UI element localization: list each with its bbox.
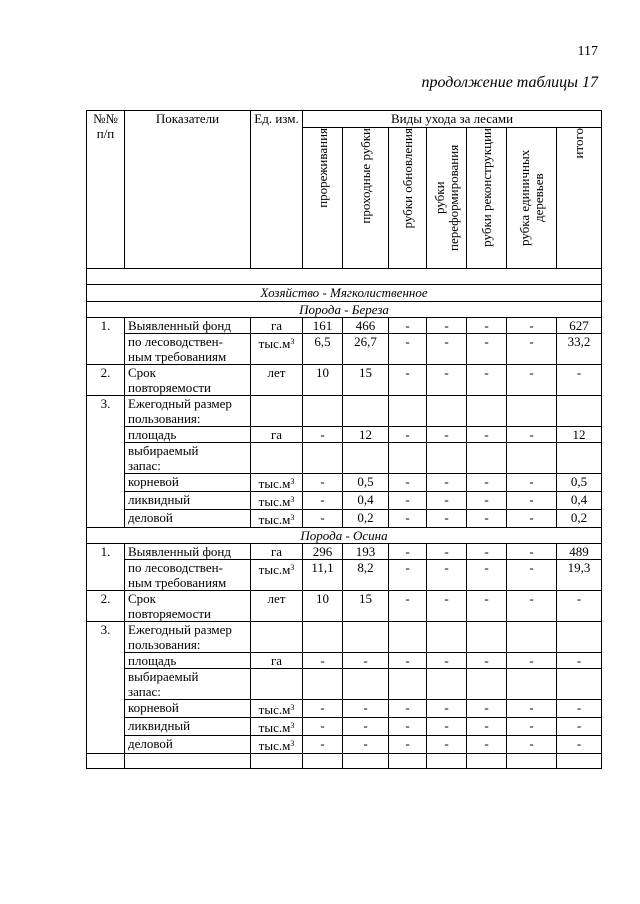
unit-cell: га bbox=[251, 653, 303, 669]
value-cell: - bbox=[507, 653, 557, 669]
table-row bbox=[87, 396, 602, 427]
value-cell: - bbox=[343, 700, 389, 718]
value-cell: - bbox=[467, 318, 507, 334]
value-cell: - bbox=[427, 492, 467, 510]
row-number: 2. bbox=[87, 591, 125, 622]
empty-cell bbox=[303, 669, 343, 700]
empty-cell bbox=[251, 754, 303, 769]
indicator-label: по лесоводствен- ным требованиям bbox=[125, 334, 251, 365]
empty-cell bbox=[557, 396, 602, 427]
value-cell: - bbox=[343, 736, 389, 754]
value-cell: - bbox=[389, 318, 427, 334]
value-cell: 33,2 bbox=[557, 334, 602, 365]
unit-cell: $тыс.м^3$ bbox=[251, 492, 303, 510]
empty-cell bbox=[557, 622, 602, 653]
value-cell: 26,7 bbox=[343, 334, 389, 365]
empty-cell bbox=[343, 396, 389, 427]
indicator-label: выбираемый запас: bbox=[125, 669, 251, 700]
unit-cell bbox=[251, 622, 303, 653]
value-cell: - bbox=[507, 334, 557, 365]
value-cell: - bbox=[427, 718, 467, 736]
unit-cell: га bbox=[251, 427, 303, 443]
empty-cell bbox=[467, 669, 507, 700]
section-row bbox=[87, 285, 602, 302]
value-cell: - bbox=[467, 474, 507, 492]
value-cell: - bbox=[389, 718, 427, 736]
unit-cell: $тыс.м^3$ bbox=[251, 700, 303, 718]
header-type-reconstruction: рубки реконструкции bbox=[467, 128, 507, 269]
value-cell: 6,5 bbox=[303, 334, 343, 365]
value-cell: 0,2 bbox=[557, 510, 602, 528]
empty-cell bbox=[557, 754, 602, 769]
indicator-label: ликвидный bbox=[125, 492, 251, 510]
empty-cell bbox=[427, 669, 467, 700]
unit-cell: $тыс.м^3$ bbox=[251, 474, 303, 492]
value-cell: - bbox=[343, 718, 389, 736]
header-num: №№ п/п bbox=[87, 111, 125, 269]
value-cell: 10 bbox=[303, 365, 343, 396]
table-row bbox=[87, 443, 602, 474]
value-cell: - bbox=[303, 700, 343, 718]
indicator-label: корневой bbox=[125, 700, 251, 718]
value-cell: - bbox=[343, 653, 389, 669]
value-cell: - bbox=[507, 427, 557, 443]
empty-cell bbox=[389, 622, 427, 653]
empty-cell bbox=[467, 443, 507, 474]
empty-cell bbox=[303, 396, 343, 427]
empty-cell bbox=[427, 396, 467, 427]
indicator-label: Выявленный фонд bbox=[125, 318, 251, 334]
table-row bbox=[87, 700, 602, 718]
header-unit: Ед. изм. bbox=[251, 111, 303, 269]
forest-care-table bbox=[86, 110, 602, 769]
row-number: 1. bbox=[87, 544, 125, 591]
empty-cell bbox=[467, 396, 507, 427]
header-type-single-trees: рубка единичных деревьев bbox=[507, 128, 557, 269]
indicator-label: выбираемый запас: bbox=[125, 443, 251, 474]
value-cell: 193 bbox=[343, 544, 389, 560]
value-cell: - bbox=[389, 427, 427, 443]
row-number: 3. bbox=[87, 622, 125, 754]
value-cell: - bbox=[389, 334, 427, 365]
indicator-label: деловой bbox=[125, 510, 251, 528]
value-cell: - bbox=[427, 560, 467, 591]
empty-cell bbox=[557, 443, 602, 474]
table-row bbox=[87, 560, 602, 591]
unit-cell: га bbox=[251, 544, 303, 560]
value-cell: 489 bbox=[557, 544, 602, 560]
indicator-label: Срок повторяемости bbox=[125, 591, 251, 622]
value-cell: - bbox=[467, 365, 507, 396]
header-type-total: итого bbox=[557, 128, 602, 269]
value-cell: - bbox=[507, 560, 557, 591]
unit-cell: лет bbox=[251, 365, 303, 396]
value-cell: - bbox=[557, 718, 602, 736]
empty-cell bbox=[303, 622, 343, 653]
empty-cell bbox=[427, 443, 467, 474]
value-cell: - bbox=[303, 653, 343, 669]
value-cell: - bbox=[389, 560, 427, 591]
table-row bbox=[87, 510, 602, 528]
value-cell: - bbox=[467, 427, 507, 443]
value-cell: - bbox=[303, 718, 343, 736]
value-cell: - bbox=[303, 474, 343, 492]
row-number: 1. bbox=[87, 318, 125, 365]
table-row bbox=[87, 718, 602, 736]
header-type-renewal: рубки обновления bbox=[389, 128, 427, 269]
value-cell: - bbox=[467, 544, 507, 560]
value-cell: 12 bbox=[343, 427, 389, 443]
value-cell: - bbox=[507, 736, 557, 754]
value-cell: 0,4 bbox=[343, 492, 389, 510]
value-cell: - bbox=[389, 736, 427, 754]
value-cell: 8,2 bbox=[343, 560, 389, 591]
empty-cell bbox=[389, 396, 427, 427]
empty-cell bbox=[507, 622, 557, 653]
value-cell: 161 bbox=[303, 318, 343, 334]
table-row bbox=[87, 492, 602, 510]
value-cell: - bbox=[389, 474, 427, 492]
value-cell: - bbox=[427, 736, 467, 754]
value-cell: - bbox=[467, 560, 507, 591]
value-cell: - bbox=[557, 700, 602, 718]
species-title: Порода - Осина bbox=[87, 528, 602, 544]
value-cell: - bbox=[507, 492, 557, 510]
header-indicators: Показатели bbox=[125, 111, 251, 269]
table-continuation-caption: продолжение таблицы 17 bbox=[421, 74, 598, 91]
table-row bbox=[87, 622, 602, 653]
value-cell: - bbox=[427, 334, 467, 365]
value-cell: - bbox=[507, 318, 557, 334]
header-type-thinning: прореживания bbox=[303, 128, 343, 269]
value-cell: 627 bbox=[557, 318, 602, 334]
value-cell: - bbox=[303, 492, 343, 510]
header-care-types: Виды ухода за лесами bbox=[303, 111, 602, 128]
value-cell: - bbox=[427, 318, 467, 334]
empty-cell bbox=[467, 622, 507, 653]
header-type-passage: проходные рубки bbox=[343, 128, 389, 269]
value-cell: 0,5 bbox=[557, 474, 602, 492]
unit-cell: га bbox=[251, 318, 303, 334]
value-cell: 12 bbox=[557, 427, 602, 443]
table-row bbox=[87, 591, 602, 622]
value-cell: - bbox=[303, 736, 343, 754]
header-type-reformation: рубки переформирования bbox=[427, 128, 467, 269]
empty-cell bbox=[507, 754, 557, 769]
empty-cell bbox=[467, 754, 507, 769]
value-cell: - bbox=[389, 510, 427, 528]
value-cell: - bbox=[557, 653, 602, 669]
empty-cell bbox=[303, 754, 343, 769]
unit-cell: $тыс.м^3$ bbox=[251, 334, 303, 365]
value-cell: 15 bbox=[343, 365, 389, 396]
value-cell: - bbox=[303, 510, 343, 528]
empty-cell bbox=[343, 622, 389, 653]
value-cell: - bbox=[303, 427, 343, 443]
indicator-label: деловой bbox=[125, 736, 251, 754]
table-row bbox=[87, 318, 602, 334]
table-row bbox=[87, 427, 602, 443]
empty-cell bbox=[389, 669, 427, 700]
value-cell: - bbox=[427, 544, 467, 560]
empty-cell bbox=[87, 754, 125, 769]
empty-cell bbox=[343, 443, 389, 474]
table-row bbox=[87, 365, 602, 396]
value-cell: - bbox=[467, 700, 507, 718]
indicator-label: Ежегодный размер пользования: bbox=[125, 622, 251, 653]
empty-cell bbox=[507, 443, 557, 474]
value-cell: 11,1 bbox=[303, 560, 343, 591]
value-cell: - bbox=[467, 591, 507, 622]
value-cell: - bbox=[467, 736, 507, 754]
value-cell: 0,2 bbox=[343, 510, 389, 528]
table-row bbox=[87, 754, 602, 769]
value-cell: 0,4 bbox=[557, 492, 602, 510]
value-cell: - bbox=[427, 700, 467, 718]
value-cell: - bbox=[427, 591, 467, 622]
row-number: 3. bbox=[87, 396, 125, 528]
empty-cell bbox=[557, 669, 602, 700]
unit-cell: $тыс.м^3$ bbox=[251, 510, 303, 528]
value-cell: - bbox=[507, 510, 557, 528]
unit-cell: $тыс.м^3$ bbox=[251, 560, 303, 591]
empty-cell bbox=[303, 443, 343, 474]
value-cell: - bbox=[427, 653, 467, 669]
empty-cell bbox=[507, 669, 557, 700]
indicator-label: Срок повторяемости bbox=[125, 365, 251, 396]
value-cell: - bbox=[467, 653, 507, 669]
unit-cell bbox=[251, 396, 303, 427]
unit-cell: лет bbox=[251, 591, 303, 622]
value-cell: - bbox=[507, 591, 557, 622]
value-cell: 296 bbox=[303, 544, 343, 560]
value-cell: 10 bbox=[303, 591, 343, 622]
empty-cell bbox=[507, 396, 557, 427]
value-cell: - bbox=[507, 718, 557, 736]
value-cell: - bbox=[507, 544, 557, 560]
indicator-label: ликвидный bbox=[125, 718, 251, 736]
value-cell: - bbox=[467, 510, 507, 528]
value-cell: 19,3 bbox=[557, 560, 602, 591]
table-row bbox=[87, 653, 602, 669]
value-cell: - bbox=[507, 474, 557, 492]
value-cell: - bbox=[389, 365, 427, 396]
section-title: Хозяйство - Мягколиственное bbox=[87, 285, 602, 302]
indicator-label: площадь bbox=[125, 653, 251, 669]
table-row bbox=[87, 544, 602, 560]
indicator-label: корневой bbox=[125, 474, 251, 492]
value-cell: - bbox=[467, 334, 507, 365]
value-cell: - bbox=[507, 365, 557, 396]
table-row bbox=[87, 669, 602, 700]
value-cell: - bbox=[389, 544, 427, 560]
indicator-label: по лесоводствен- ным требованиям bbox=[125, 560, 251, 591]
page-number: 117 bbox=[577, 44, 598, 59]
empty-cell bbox=[389, 754, 427, 769]
value-cell: - bbox=[557, 736, 602, 754]
empty-cell bbox=[389, 443, 427, 474]
empty-cell bbox=[427, 622, 467, 653]
empty-cell bbox=[125, 754, 251, 769]
indicator-label: Ежегодный размер пользования: bbox=[125, 396, 251, 427]
value-cell: - bbox=[389, 591, 427, 622]
value-cell: - bbox=[467, 492, 507, 510]
species-title: Порода - Береза bbox=[87, 302, 602, 318]
species-row bbox=[87, 528, 602, 544]
value-cell: - bbox=[557, 591, 602, 622]
empty-cell bbox=[343, 754, 389, 769]
species-row bbox=[87, 302, 602, 318]
table-row bbox=[87, 334, 602, 365]
row-number: 2. bbox=[87, 365, 125, 396]
indicator-label: Выявленный фонд bbox=[125, 544, 251, 560]
value-cell: - bbox=[427, 474, 467, 492]
value-cell: - bbox=[389, 492, 427, 510]
indicator-label: площадь bbox=[125, 427, 251, 443]
value-cell: - bbox=[389, 653, 427, 669]
table-row bbox=[87, 736, 602, 754]
value-cell: 0,5 bbox=[343, 474, 389, 492]
value-cell: - bbox=[389, 700, 427, 718]
value-cell: 15 bbox=[343, 591, 389, 622]
value-cell: - bbox=[467, 718, 507, 736]
empty-cell bbox=[343, 669, 389, 700]
value-cell: 466 bbox=[343, 318, 389, 334]
unit-cell bbox=[251, 669, 303, 700]
value-cell: - bbox=[557, 365, 602, 396]
unit-cell bbox=[251, 443, 303, 474]
unit-cell: $тыс.м^3$ bbox=[251, 736, 303, 754]
value-cell: - bbox=[507, 700, 557, 718]
table-row bbox=[87, 474, 602, 492]
value-cell: - bbox=[427, 427, 467, 443]
empty-cell bbox=[427, 754, 467, 769]
value-cell: - bbox=[427, 365, 467, 396]
value-cell: - bbox=[427, 510, 467, 528]
unit-cell: $тыс.м^3$ bbox=[251, 718, 303, 736]
blank-row bbox=[87, 269, 602, 285]
